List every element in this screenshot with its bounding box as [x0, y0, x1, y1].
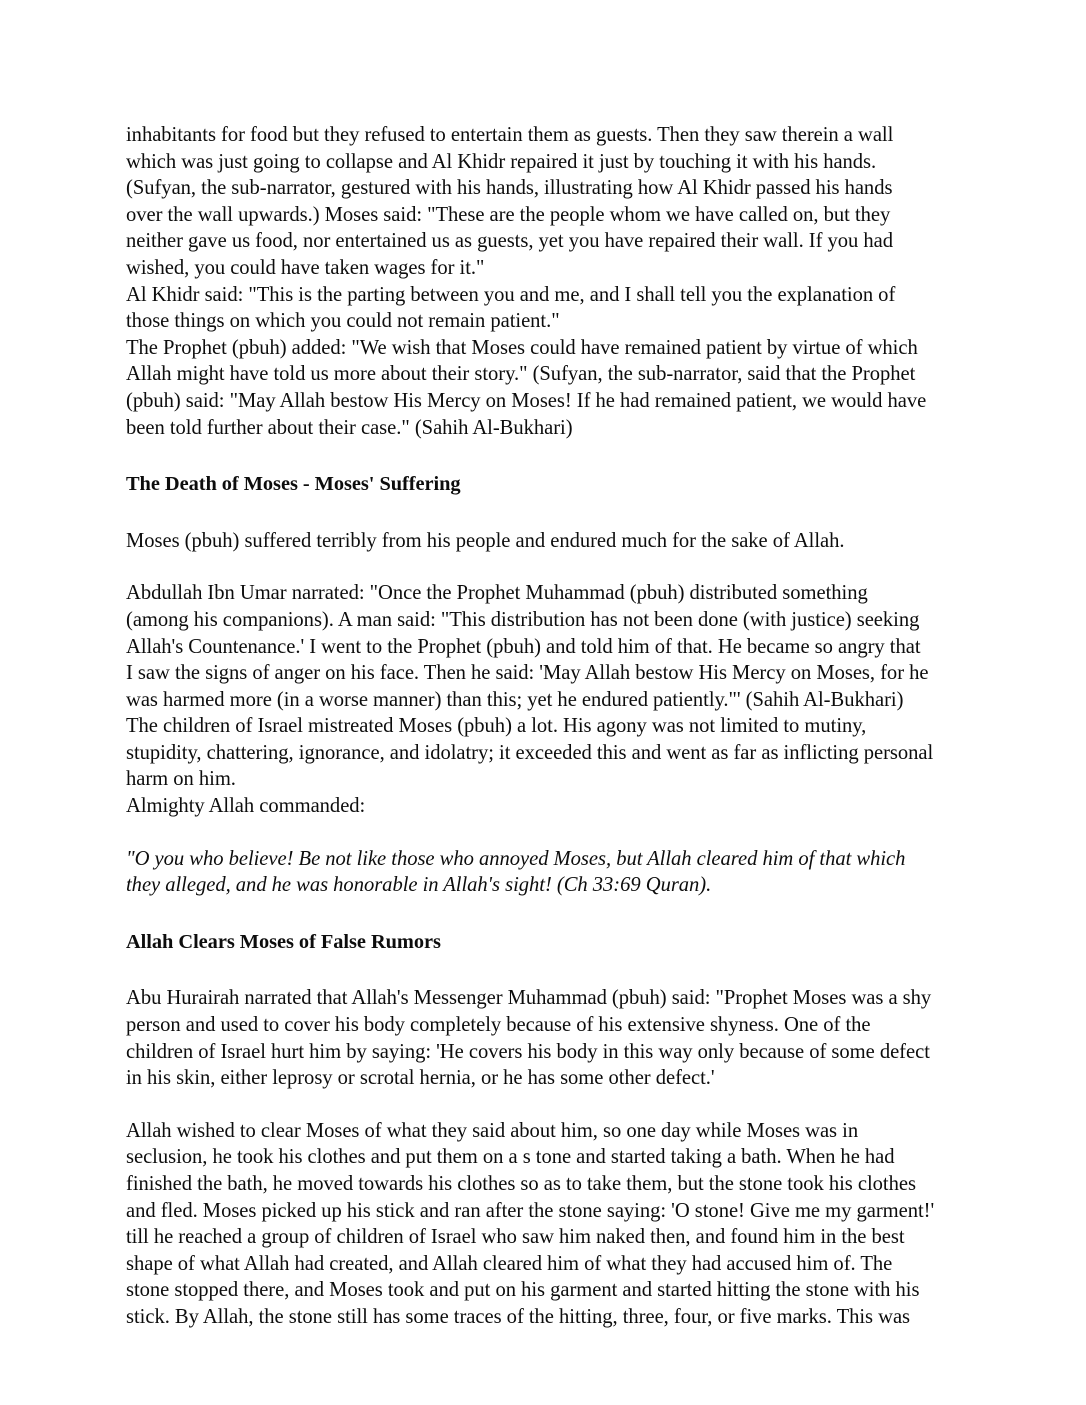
block-spacer: [126, 1092, 964, 1118]
text-line: children of Israel hurt him by saying: 'He covers his body in this way only because of some defect: [126, 1040, 930, 1063]
text-line: inhabitants for food but they refused to entertain them as guests. Then they saw therein a wall: [126, 124, 894, 146]
text-line: Allah Clears Moses of False Rumors: [126, 930, 441, 953]
text-line: Allah's Countenance.' I went to the Prophet (pbuh) and told him of that. He became so angry that: [126, 635, 921, 658]
text-line: been told further about their case." (Sahih Al-Bukhari): [126, 416, 573, 439]
text-line: Almighty Allah commanded:: [126, 795, 366, 818]
text-line: Abdullah Ibn Umar narrated: "Once the Prophet Muhammad (pbuh) distributed something: [126, 582, 868, 605]
text-line: Al Khidr said: "This is the parting between you and me, and I shall tell you the explanation of: [126, 283, 896, 306]
text-line: wished, you could have taken wages for it.": [126, 256, 485, 279]
quran-quotation: [126, 846, 964, 899]
text-line: over the wall upwards.) Moses said: "These are the people whom we have called on, but they: [126, 203, 891, 226]
body-paragraph: [126, 122, 964, 441]
text-line: Allah wished to clear Moses of what they said about him, so one day while Moses was in: [126, 1119, 859, 1142]
body-paragraph: [126, 985, 964, 1091]
text-line: "O you who believe! Be not like those who annoyed Moses, but Allah cleared him of that which: [126, 847, 906, 870]
text-line: The Death of Moses - Moses' Suffering: [126, 473, 461, 496]
text-line: and fled. Moses picked up his stick and ran after the stone saying: 'O stone! Give me my garment!': [126, 1199, 935, 1222]
text-line: (among his companions). A man said: "This distribution has not been done (with justice) seeking: [126, 608, 920, 631]
text-line: neither gave us food, nor entertained us as guests, yet you have repaired their wall. If you had: [126, 230, 894, 253]
body-paragraph: [126, 580, 964, 819]
text-line: they alleged, and he was honorable in Allah's sight! (Ch 33:69 Quran).: [126, 874, 712, 897]
text-line: stone stopped there, and Moses took and put on his garment and started hitting the stone with his: [126, 1279, 920, 1302]
document-text-column: [126, 122, 964, 1331]
block-spacer: [126, 498, 964, 528]
text-line: I saw the signs of anger on his face. Then he said: 'May Allah bestow His Mercy on Moses, for he: [126, 662, 929, 685]
text-line: harm on him.: [126, 768, 236, 791]
text-line: person and used to cover his body completely because of his extensive shyness. One of the: [126, 1014, 871, 1037]
body-paragraph: [126, 1118, 964, 1331]
block-spacer: [126, 554, 964, 580]
text-line: shape of what Allah had created, and Allah cleared him of what they had accused him of. The: [126, 1252, 893, 1275]
body-paragraph: [126, 528, 964, 555]
text-line: Allah might have told us more about their story." (Sufyan, the sub-narrator, said that the Prophet: [126, 363, 916, 386]
text-line: which was just going to collapse and Al Khidr repaired it just by touching it with his hands.: [126, 150, 877, 173]
text-line: stick. By Allah, the stone still has some traces of the hitting, three, four, or five marks. This was: [126, 1305, 911, 1328]
text-line: Moses (pbuh) suffered terribly from his people and endured much for the sake of Allah.: [126, 529, 845, 552]
text-line: in his skin, either leprosy or scrotal hernia, or he has some other defect.': [126, 1067, 715, 1090]
text-line: seclusion, he took his clothes and put them on a s tone and started taking a bath. When he had: [126, 1146, 895, 1169]
text-line: The children of Israel mistreated Moses (pbuh) a lot. His agony was not limited to mutiny,: [126, 715, 867, 738]
section-heading: [126, 471, 964, 498]
text-line: till he reached a group of children of Israel who saw him naked then, and found him in the best: [126, 1226, 905, 1249]
text-line: (Sufyan, the sub-narrator, gestured with his hands, illustrating how Al Khidr passed his hands: [126, 177, 893, 200]
block-spacer: [126, 955, 964, 985]
block-spacer: [126, 820, 964, 846]
text-line: was harmed more (in a worse manner) than this; yet he endured patiently."' (Sahih Al-Bukhari): [126, 688, 904, 711]
text-line: The Prophet (pbuh) added: "We wish that Moses could have remained patient by virtue of which: [126, 336, 918, 359]
text-line: stupidity, chattering, ignorance, and idolatry; it exceeded this and went as far as inflicting personal: [126, 741, 934, 764]
block-spacer: [126, 899, 964, 929]
text-line: those things on which you could not remain patient.": [126, 310, 560, 333]
section-heading: [126, 929, 964, 956]
text-line: Abu Hurairah narrated that Allah's Messenger Muhammad (pbuh) said: "Prophet Moses was a shy: [126, 987, 932, 1010]
block-spacer: [126, 441, 964, 471]
text-line: (pbuh) said: "May Allah bestow His Mercy on Moses! If he had remained patient, we would have: [126, 389, 927, 412]
text-line: finished the bath, he moved towards his clothes so as to take them, but the stone took his clothes: [126, 1173, 916, 1195]
